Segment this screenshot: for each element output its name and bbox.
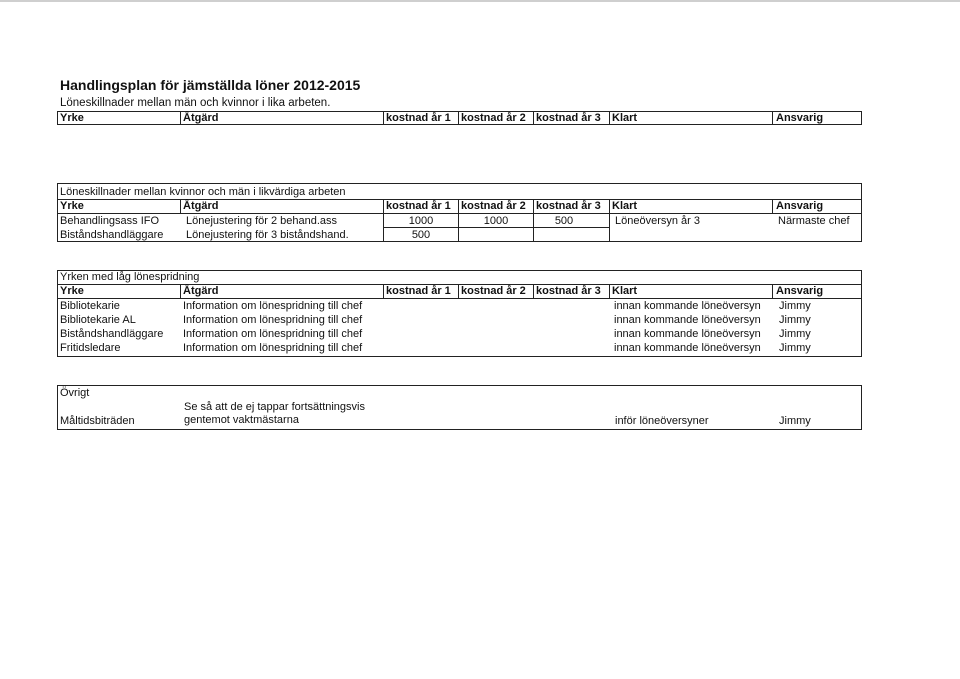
- row-ansvarig: Jimmy: [779, 415, 811, 427]
- row-yrke: Behandlingsass IFO: [60, 215, 160, 227]
- header-ansvarig: Ansvarig: [776, 285, 824, 297]
- header-atgard: Åtgärd: [183, 112, 219, 124]
- row-yrke: Biståndshandläggare: [60, 328, 164, 340]
- header-kostnad-2: kostnad år 2: [461, 285, 526, 297]
- section-heading: Övrigt: [60, 387, 90, 399]
- page-subtitle: Löneskillnader mellan män och kvinnor i lika arbeten.: [60, 97, 331, 109]
- row-ansvarig: Jimmy: [779, 328, 811, 340]
- section-heading: Löneskillnader mellan kvinnor och män i likvärdiga arbeten: [60, 186, 346, 198]
- row-ansvarig: Jimmy: [779, 314, 811, 326]
- header-yrke: Yrke: [60, 200, 84, 212]
- header-klart: Klart: [612, 200, 638, 212]
- header-yrke: Yrke: [60, 112, 84, 124]
- row-kostnad-2: 1000: [483, 215, 509, 227]
- row-ansvarig: Jimmy: [779, 342, 811, 354]
- row-atgard: Information om lönespridning till chef: [183, 328, 363, 340]
- row-atgard: Information om lönespridning till chef: [183, 314, 363, 326]
- header-kostnad-3: kostnad år 3: [536, 285, 601, 297]
- page-title: Handlingsplan för jämställda löner 2012-2015: [60, 77, 361, 93]
- row-kostnad-1: 1000: [408, 215, 434, 227]
- section-heading: Yrken med låg lönespridning: [60, 271, 200, 283]
- row-atgard: Lönejustering för 3 biståndshand.: [186, 229, 349, 241]
- header-klart: Klart: [612, 285, 638, 297]
- row-atgard: Information om lönespridning till chef: [183, 300, 363, 312]
- header-kostnad-2: kostnad år 2: [461, 112, 526, 124]
- header-atgard: Åtgärd: [183, 285, 219, 297]
- row-klart: innan kommande löneöversyn: [614, 328, 761, 340]
- scan-artifact-line: [0, 0, 960, 2]
- row-yrke: Måltidsbiträden: [60, 415, 135, 427]
- header-ansvarig: Ansvarig: [776, 112, 824, 124]
- header-kostnad-3: kostnad år 3: [536, 112, 601, 124]
- header-kostnad-3: kostnad år 3: [536, 200, 601, 212]
- row-kostnad-1: 500: [411, 229, 431, 241]
- row-klart: innan kommande löneöversyn: [614, 314, 761, 326]
- header-kostnad-1: kostnad år 1: [386, 200, 451, 212]
- row-klart: innan kommande löneöversyn: [614, 342, 761, 354]
- row-atgard: Information om lönespridning till chef: [183, 342, 363, 354]
- row-ansvarig: Närmaste chef: [778, 215, 850, 227]
- header-ansvarig: Ansvarig: [776, 200, 824, 212]
- row-atgard-line1: Se så att de ej tappar fortsättningsvis: [184, 401, 365, 413]
- row-atgard: Lönejustering för 2 behand.ass: [186, 215, 338, 227]
- header-kostnad-1: kostnad år 1: [386, 112, 451, 124]
- row-yrke: Bibliotekarie AL: [60, 314, 136, 326]
- row-klart: inför löneöversyner: [615, 415, 709, 427]
- row-klart: Löneöversyn år 3: [615, 215, 700, 227]
- row-yrke: Bibliotekarie: [60, 300, 120, 312]
- row-atgard-line2: gentemot vaktmästarna: [184, 414, 299, 426]
- row-klart: innan kommande löneöversyn: [614, 300, 761, 312]
- header-kostnad-1: kostnad år 1: [386, 285, 451, 297]
- row-yrke: Fritidsledare: [60, 342, 121, 354]
- header-yrke: Yrke: [60, 285, 84, 297]
- row-ansvarig: Jimmy: [779, 300, 811, 312]
- row-yrke: Biståndshandläggare: [60, 229, 164, 241]
- header-klart: Klart: [612, 112, 638, 124]
- row-kostnad-3: 500: [554, 215, 574, 227]
- header-kostnad-2: kostnad år 2: [461, 200, 526, 212]
- header-atgard: Åtgärd: [183, 200, 219, 212]
